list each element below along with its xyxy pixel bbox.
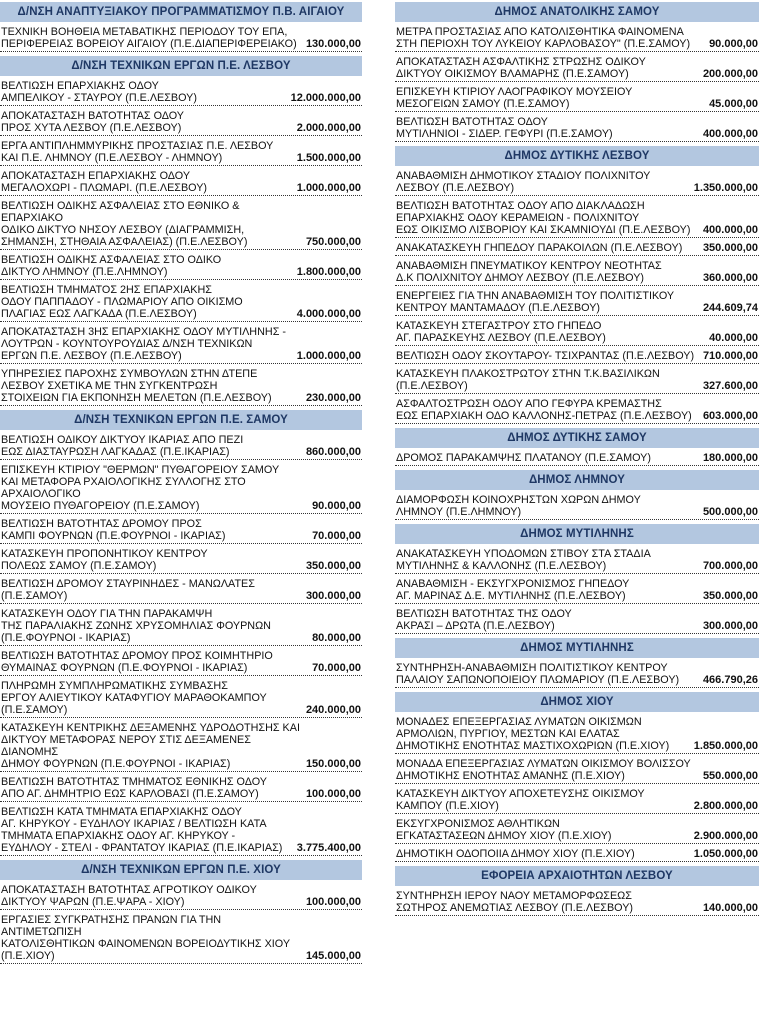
item-amount: 350.000,00: [305, 560, 361, 572]
item-amount: 3.775.400,00: [296, 842, 361, 854]
budget-item: [0, 776, 362, 802]
item-description-line: ΣΥΝΤΗΡΗΣΗ-ΑΝΑΒΑΘΜΙΣΗ ΠΟΛΙΤΙΣΤΙΚΟΥ ΚΕΝΤΡΟΥ: [396, 662, 668, 674]
item-description-line: ΚΑΤΑΣΚΕΥΗ ΚΕΝΤΡΙΚΗΣ ΔΕΞΑΜΕΝΗΣ ΥΔΡΟΔΟΤΗΣΗΣ ΚΑΙ: [1, 722, 300, 734]
item-amount: 1.850.000,00: [693, 740, 758, 752]
item-description-line: ΑΠΟΚΑΤΑΣΤΑΣΗ ΒΑΤΟΤΗΤΑΣ ΑΓΡΟΤΙΚΟΥ ΟΔΙΚΟΥ: [1, 884, 257, 896]
item-description-line: ΑΠΟΚΑΤΑΣΤΑΣΗ ΕΠΑΡΧΙΑΚΗΣ ΟΔΟΥ: [1, 170, 191, 182]
item-amount: 70.000,00: [312, 530, 361, 542]
item-amount: 1.500.000,00: [296, 152, 361, 164]
section-header: Δ/ΝΣΗ ΤΕΧΝΙΚΩΝ ΕΡΓΩΝ Π.Ε. ΣΑΜΟΥ: [0, 410, 362, 430]
item-description: [396, 350, 699, 362]
item-description: [1, 722, 302, 770]
item-description: [396, 116, 699, 140]
section-header: ΔΗΜΟΣ ΧΙΟΥ: [395, 692, 759, 712]
item-description-line: ΚΑΤΑΣΚΕΥΗ ΔΙΚΤΥΟΥ ΑΠΟΧΕΤΕΥΣΗΣ ΟΙΚΙΣΜΟΥ: [396, 788, 645, 800]
item-amount: 140.000,00: [702, 902, 758, 914]
section-header: ΔΗΜΟΣ ΑΝΑΤΟΛΙΚΗΣ ΣΑΜΟΥ: [395, 2, 759, 22]
item-amount: 860.000,00: [305, 446, 361, 458]
item-description-line: ΣΤΗ ΠΕΡΙΟΧΗ ΤΟΥ ΛΥΚΕΙΟΥ ΚΑΡΛΟΒΑΣΟΥ" (Π.Ε.ΣΑΜΟΥ): [396, 38, 691, 50]
item-amount: 1.050.000,00: [693, 848, 758, 860]
item-description-line: ΘΥΜΑΙΝΑΣ ΦΟΥΡΝΩΝ (Π.Ε.ΦΟΥΡΝΟΙ - ΙΚΑΡΙΑΣ): [1, 662, 248, 674]
item-description-line: ΒΕΛΤΙΩΣΗ ΕΠΑΡΧΙΑΚΗΣ ΟΔΟΥ: [1, 80, 159, 92]
item-description: [396, 608, 699, 632]
item-amount: 300.000,00: [702, 620, 758, 632]
item-description-line: ΕΡΓΟΥ ΑΛΙΕΥΤΙΚΟΥ ΚΑΤΑΦΥΓΙΟΥ ΜΑΡΑΘΟΚΑΜΠΟΥ: [1, 692, 267, 704]
item-amount: 750.000,00: [305, 236, 361, 248]
item-description-line: ΑΝΑΒΑΘΜΙΣΗ ΔΗΜΟΤΙΚΟΥ ΣΤΑΔΙΟΥ ΠΟΛΙΧΝΙΤΟΥ: [396, 170, 651, 182]
item-description-line: ΔΗΜΟΤΙΚΗ ΟΔΟΠΟΙΙΑ ΔΗΜΟΥ ΧΙΟΥ (Π.Ε.ΧΙΟΥ): [396, 848, 635, 860]
budget-item: [395, 662, 759, 688]
budget-item: [395, 350, 759, 364]
item-amount: 1.000.000,00: [296, 350, 361, 362]
item-description-line: ΔΡΟΜΟΣ ΠΑΡΑΚΑΜΨΗΣ ΠΛΑΤΑΝΟΥ (Π.Ε.ΣΑΜΟΥ): [396, 452, 651, 464]
item-description: [396, 290, 699, 314]
item-description-line: ΠΑΛΑΙΟΥ ΣΑΠΩΝΟΠΟΙΕΙΟΥ ΠΛΩΜΑΡΙΟΥ (Π.Ε.ΛΕΣΒΟΥ): [396, 674, 680, 686]
item-description: [1, 650, 308, 674]
budget-item: [0, 464, 362, 514]
item-description-line: (Π.Ε.ΣΑΜΟΥ): [1, 590, 68, 602]
budget-item: [395, 242, 759, 256]
item-description-line: Δ.Κ ΠΟΛΙΧΝΙΤΟΥ ΔΗΜΟΥ ΛΕΣΒΟΥ (Π.Ε.ΛΕΣΒΟΥ): [396, 272, 645, 284]
item-description-line: ΠΟΛΕΩΣ ΣΑΜΟΥ (Π.Ε.ΣΑΜΟΥ): [1, 560, 157, 572]
item-description-line: (Π.Ε.ΦΟΥΡΝΟΙ - ΙΚΑΡΙΑΣ): [1, 632, 131, 644]
item-description-line: ΒΕΛΤΙΩΣΗ ΒΑΤΟΤΗΤΑΣ ΔΡΟΜΟΥ ΠΡΟΣ: [1, 518, 202, 530]
budget-item: [395, 452, 759, 466]
item-description-line: ΒΕΛΤΙΩΣΗ ΟΔΙΚΗΣ ΑΣΦΑΛΕΙΑΣ ΣΤΟ ΕΘΝΙΚΟ & ΕΠΑΡΧΙΑΚΟ: [1, 200, 240, 224]
item-description: [396, 260, 699, 284]
budget-item: [0, 608, 362, 646]
item-amount: 90.000,00: [312, 500, 361, 512]
item-description: [396, 548, 699, 572]
item-description-line: ΥΠΗΡΕΣΙΕΣ ΠΑΡΟΧΗΣ ΣΥΜΒΟΥΛΩΝ ΣΤΗΝ ΔΤΕΠΕ: [1, 368, 258, 380]
item-description-line: ΕΝΕΡΓΕΙΕΣ ΓΙΑ ΤΗΝ ΑΝΑΒΑΘΜΙΣΗ ΤΟΥ ΠΟΛΙΤΙΣΤΙΚΟΥ: [396, 290, 675, 302]
item-amount: 12.000.000,00: [290, 92, 361, 104]
item-description-line: ΕΩΣ ΕΠΑΡΧΙΑΚΗ ΟΔΟ ΚΑΛΛΟΝΗΣ-ΠΕΤΡΑΣ (Π.Ε.ΛΕΣΒΟΥ): [396, 410, 692, 422]
item-description-line: ΑΓ. ΚΗΡΥΚΟΥ - ΕΥΔΗΛΟΥ ΙΚΑΡΙΑΣ / ΒΕΛΤΙΩΣΗ ΚΑΤΑ: [1, 818, 267, 830]
item-description-line: ΕΩΣ ΔΙΑΣΤΑΥΡΩΣΗ ΛΑΓΚΑΔΑΣ (Π.Ε.ΙΚΑΡΙΑΣ): [1, 446, 230, 458]
budget-item: [395, 608, 759, 634]
item-description-line: ΚΑΙ ΜΕΤΑΦΟΡΑ ΡΧΑΙΟΛΟΓΙΚΗΣ ΣΥΛΛΟΓΗΣ ΣΤΟ ΑΡΧΑΙΟΛΟΓΙΚΟ: [1, 476, 246, 500]
item-description-line: ΔΗΜΟΤΙΚΗΣ ΕΝΟΤΗΤΑΣ ΜΑΣΤΙΧΟΧΩΡΙΩΝ (Π.Ε.ΧΙΟΥ): [396, 740, 670, 752]
item-amount: 327.600,00: [702, 380, 758, 392]
section-header: Δ/ΝΣΗ ΑΝΑΠΤΥΞΙΑΚΟΥ ΠΡΟΓΡΑΜΜΑΤΙΣΜΟΥ Π.Β. ΑΙΓΑΙΟΥ: [0, 2, 362, 22]
item-amount: 700.000,00: [702, 560, 758, 572]
item-description-line: ΕΡΓΑ ΑΝΤΙΠΛΗΜΜΥΡΙΚΗΣ ΠΡΟΣΤΑΣΙΑΣ Π.Ε. ΛΕΣΒΟΥ: [1, 140, 274, 152]
item-description-line: ΤΗΣ ΠΑΡΑΛΙΑΚΗΣ ΖΩΝΗΣ ΧΡΥΣΟΜΗΛΙΑΣ ΦΟΥΡΝΩΝ: [1, 620, 271, 632]
budget-item: [395, 86, 759, 112]
item-description: [396, 848, 690, 860]
item-description-line: ΕΡΓΑΣΙΕΣ ΣΥΓΚΡΑΤΗΣΗΣ ΠΡΑΝΩΝ ΓΙΑ ΤΗΝ ΑΝΤΙΜΕΤΩΠΙΣΗ: [1, 914, 222, 938]
item-description: [396, 170, 690, 194]
budget-item: [395, 548, 759, 574]
item-description-line: ΕΠΙΣΚΕΥΗ ΚΤΙΡΙΟΥ ΛΑΟΓΡΑΦΙΚΟΥ ΜΟΥΣΕΙΟΥ: [396, 86, 633, 98]
item-description-line: ΜΕΤΡΑ ΠΡΟΣΤΑΣΙΑΣ ΑΠΟ ΚΑΤΟΛΙΣΘΗΤΙΚΑ ΦΑΙΝΟΜΕΝΑ: [396, 26, 684, 38]
budget-item: [395, 200, 759, 238]
item-description-line: ΜΥΤΙΛΗΝΗΣ & ΚΑΛΛΟΝΗΣ (Π.Ε.ΛΕΣΒΟΥ): [396, 560, 607, 572]
item-description-line: ΚΑΤΟΛΙΣΘΗΤΙΚΩΝ ΦΑΙΝΟΜΕΝΩΝ ΒΟΡΕΙΟΔΥΤΙΚΗΣ ΧΙΟΥ: [1, 938, 291, 950]
left-column: [0, 0, 362, 968]
item-description: [1, 914, 302, 962]
item-description-line: ΜΟΝΑΔΕΣ ΕΠΕΞΕΡΓΑΣΙΑΣ ΛΥΜΑΤΩΝ ΟΙΚΙΣΜΩΝ: [396, 716, 642, 728]
item-description-line: ΒΕΛΤΙΩΣΗ ΤΜΗΜΑΤΟΣ 2ΗΣ ΕΠΑΡΧΙΑΚΗΣ: [1, 284, 212, 296]
item-description-line: ΕΓΚΑΤΑΣΤΑΣΕΩΝ ΔΗΜΟΥ ΧΙΟΥ (Π.Ε.ΧΙΟΥ): [396, 830, 612, 842]
budget-item: [395, 290, 759, 316]
item-description-line: ΒΕΛΤΙΩΣΗ ΟΔΙΚΟΥ ΔΙΚΤΥΟΥ ΙΚΑΡΙΑΣ ΑΠΟ ΠΕΖΙ: [1, 434, 244, 446]
budget-item: [0, 548, 362, 574]
item-amount: 1.800.000,00: [296, 266, 361, 278]
item-description-line: ΠΛΑΓΙΑΣ ΕΩΣ ΛΑΓΚΑΔΑ (Π.Ε.ΛΕΣΒΟΥ): [1, 308, 197, 320]
item-description: [396, 578, 699, 602]
section-header: ΕΦΟΡΕΙΑ ΑΡΧΑΙΟΤΗΤΩΝ ΛΕΣΒΟΥ: [395, 866, 759, 886]
item-description: [1, 518, 308, 542]
item-description-line: ΑΠΟΚΑΤΑΣΤΑΣΗ ΑΣΦΑΛΤΙΚΗΣ ΣΤΡΩΣΗΣ ΟΔΙΚΟΥ: [396, 56, 646, 68]
item-description-line: ΕΠΙΣΚΕΥΗ ΚΤΙΡΙΟΥ "ΘΕΡΜΩΝ" ΠΥΘΑΓΟΡΕΙΟΥ ΣΑΜΟΥ: [1, 464, 280, 476]
budget-item: [395, 170, 759, 196]
budget-item: [0, 110, 362, 136]
budget-item: [395, 848, 759, 862]
budget-item: [395, 494, 759, 520]
item-description-line: ΟΔΟΥ ΠΑΠΠΑΔΟΥ - ΠΛΩΜΑΡΙΟΥ ΑΠΟ ΟΙΚΙΣΜΟ: [1, 296, 243, 308]
item-description: [396, 758, 699, 782]
item-description: [1, 464, 308, 512]
item-description-line: ΠΛΗΡΩΜΗ ΣΥΜΠΛΗΡΩΜΑΤΙΚΗΣ ΣΥΜΒΑΣΗΣ: [1, 680, 228, 692]
budget-item: [0, 326, 362, 364]
item-description-line: ΑΜΠΕΛΙΚΟΥ - ΣΤΑΥΡΟΥ (Π.Ε.ΛΕΣΒΟΥ): [1, 92, 197, 104]
item-description-line: ΒΕΛΤΙΩΣΗ ΒΑΤΟΤΗΤΑΣ ΔΡΟΜΟΥ ΠΡΟΣ ΚΟΙΜΗΤΗΡΙΟ: [1, 650, 273, 662]
budget-item: [0, 914, 362, 964]
budget-item: [0, 578, 362, 604]
budget-item: [0, 722, 362, 772]
budget-item: [0, 884, 362, 910]
item-description-line: (Π.Ε.ΧΙΟΥ): [1, 950, 55, 962]
item-description-line: ΑΓ. ΠΑΡΑΣΚΕΥΗΣ ΛΕΣΒΟΥ (Π.Ε.ΛΕΣΒΟΥ): [396, 332, 606, 344]
item-description-line: (Π.Ε.ΣΑΜΟΥ): [1, 704, 68, 716]
item-description-line: ΛΕΣΒΟΥ ΣΧΕΤΙΚΑ ΜΕ ΤΗΝ ΣΥΓΚΕΝΤΡΩΣΗ: [1, 380, 218, 392]
item-amount: 240.000,00: [305, 704, 361, 716]
item-description-line: ΒΕΛΤΙΩΣΗ ΚΑΤΑ ΤΜΗΜΑΤΑ ΕΠΑΡΧΙΑΚΗΣ ΟΔΟΥ: [1, 806, 242, 818]
item-description: [1, 578, 302, 602]
budget-item: [0, 680, 362, 718]
item-description-line: ΚΑΤΑΣΚΕΥΗ ΠΛΑΚΟΣΤΡΩΤΟΥ ΣΤΗΝ Τ.Κ.ΒΑΣΙΛΙΚΩΝ: [396, 368, 660, 380]
item-description-line: ΜΟΝΑΔΑ ΕΠΕΞΕΡΓΑΣΙΑΣ ΛΥΜΑΤΩΝ ΟΙΚΙΣΜΟΥ ΒΟΛΙΣΣΟΥ: [396, 758, 691, 770]
item-description: [396, 56, 699, 80]
item-description-line: ΑΚΡΑΣΙ – ΔΡΩΤΑ (Π.Ε.ΛΕΣΒΟΥ): [396, 620, 555, 632]
item-amount: 244.609,74: [702, 302, 758, 314]
item-description-line: ΔΙΚΤΥΟΥ ΟΙΚΙΣΜΟΥ ΒΛΑΜΑΡΗΣ (Π.Ε.ΣΑΜΟΥ): [396, 68, 629, 80]
item-description: [1, 254, 293, 278]
budget-item: [0, 368, 362, 406]
item-description-line: ΑΝΑΚΑΤΑΣΚΕΥΗ ΥΠΟΔΟΜΩΝ ΣΤΙΒΟΥ ΣΤΑ ΣΤΑΔΙΑ: [396, 548, 651, 560]
item-description: [1, 170, 293, 194]
item-amount: 45.000,00: [709, 98, 758, 110]
budget-item: [395, 818, 759, 844]
item-description-line: ΚΕΝΤΡΟΥ ΜΑΝΤΑΜΑΔΟΥ (Π.Ε.ΛΕΣΒΟΥ): [396, 302, 601, 314]
item-amount: 466.790,26: [702, 674, 758, 686]
item-description-line: ΒΕΛΤΙΩΣΗ ΟΔΙΚΗΣ ΑΣΦΑΛΕΙΑΣ ΣΤΟ ΟΔΙΚΟ: [1, 254, 222, 266]
item-amount: 710.000,00: [702, 350, 758, 362]
item-amount: 1.000.000,00: [296, 182, 361, 194]
item-description-line: ΤΕΧΝΙΚΗ ΒΟΗΘΕΙΑ ΜΕΤΑΒΑΤΙΚΗΣ ΠΕΡΙΟΔΟΥ ΤΟΥ ΕΠΑ,: [1, 26, 288, 38]
item-amount: 145.000,00: [305, 950, 361, 962]
item-description: [1, 434, 302, 458]
item-amount: 130.000,00: [305, 38, 361, 50]
item-description: [396, 242, 699, 254]
item-description: [396, 662, 699, 686]
item-description-line: ΑΓ. ΜΑΡΙΝΑΣ Δ.Ε. ΜΥΤΙΛΗΝΗΣ (Π.Ε.ΛΕΣΒΟΥ): [396, 590, 626, 602]
budget-item: [0, 26, 362, 52]
section-header: ΔΗΜΟΣ ΜΥΤΙΛΗΝΗΣ: [395, 638, 759, 658]
item-description: [1, 110, 293, 134]
budget-item: [395, 716, 759, 754]
budget-item: [395, 26, 759, 52]
item-description: [396, 200, 699, 236]
item-amount: 603.000,00: [702, 410, 758, 422]
item-description-line: ΚΑΤΑΣΚΕΥΗ ΣΤΕΓΑΣΤΡΟΥ ΣΤΟ ΓΗΠΕΔΟ: [396, 320, 602, 332]
item-description-line: ΑΠΟ ΑΓ. ΔΗΜΗΤΡΙΟ ΕΩΣ ΚΑΡΛΟΒΑΣΙ (Π.Ε.ΣΑΜΟΥ): [1, 788, 259, 800]
right-column: [395, 0, 759, 920]
item-description-line: ΜΕΣΟΓΕΙΩΝ ΣΑΜΟΥ (Π.Ε.ΣΑΜΟΥ): [396, 98, 570, 110]
item-amount: 100.000,00: [305, 896, 361, 908]
budget-item: [395, 890, 759, 916]
item-description-line: ΕΚΣΥΓΧΡΟΝΙΣΜΟΣ ΑΘΛΗΤΙΚΩΝ: [396, 818, 560, 830]
item-amount: 400.000,00: [702, 224, 758, 236]
item-description: [396, 494, 699, 518]
item-amount: 80.000,00: [312, 632, 361, 644]
item-description-line: ΔΙΚΤΥΟΥ ΜΕΤΑΦΟΡΑΣ ΝΕΡΟΥ ΣΤΙΣ ΔΕΞΑΜΕΝΕΣ ΔΙΑΝΟΜΗΣ: [1, 734, 251, 758]
item-description: [1, 680, 302, 716]
item-description-line: ΚΑΤΑΣΚΕΥΗ ΟΔΟΥ ΓΙΑ ΤΗΝ ΠΑΡΑΚΑΜΨΗ: [1, 608, 213, 620]
item-description-line: ΒΕΛΤΙΩΣΗ ΟΔΟΥ ΣΚΟΥΤΑΡΟΥ- ΤΣΙΧΡΑΝΤΑΣ (Π.Ε.ΛΕΣΒΟΥ): [396, 350, 695, 362]
budget-item: [395, 788, 759, 814]
item-description-line: ΣΩΤΗΡΟΣ ΑΝΕΜΩΤΙΑΣ ΛΕΣΒΟΥ (Π.Ε.ΛΕΣΒΟΥ): [396, 902, 634, 914]
item-description-line: ΜΥΤΙΛΗΝΙΟΙ - ΣΙΔΕΡ. ΓΕΦΥΡΙ (Π.Ε.ΣΑΜΟΥ): [396, 128, 613, 140]
section-header: ΔΗΜΟΣ ΔΥΤΙΚΗΣ ΣΑΜΟΥ: [395, 428, 759, 448]
item-description-line: ΚΑΤΑΣΚΕΥΗ ΠΡΟΠΟΝΗΤΙΚΟΥ ΚΕΝΤΡΟΥ: [1, 548, 208, 560]
budget-item: [0, 254, 362, 280]
item-amount: 350.000,00: [702, 590, 758, 602]
item-description-line: ΠΡΟΣ ΧΥΤΑ ΛΕΣΒΟΥ (Π.Ε.ΛΕΣΒΟΥ): [1, 122, 182, 134]
item-amount: 70.000,00: [312, 662, 361, 674]
item-description: [396, 398, 699, 422]
item-description-line: ΒΕΛΤΙΩΣΗ ΒΑΤΟΤΗΤΑΣ ΤΜΗΜΑΤΟΣ ΕΘΝΙΚΗΣ ΟΔΟΥ: [1, 776, 267, 788]
item-amount: 360.000,00: [702, 272, 758, 284]
budget-item: [0, 518, 362, 544]
item-amount: 100.000,00: [305, 788, 361, 800]
item-description-line: ΚΑΜΠΟΥ (Π.Ε.ΧΙΟΥ): [396, 800, 499, 812]
item-description: [396, 818, 690, 842]
item-description: [396, 26, 705, 50]
budget-item: [0, 650, 362, 676]
item-amount: 2.900.000,00: [693, 830, 758, 842]
item-amount: 2.000.000,00: [296, 122, 361, 134]
budget-item: [0, 806, 362, 856]
budget-item: [395, 56, 759, 82]
item-description: [396, 890, 699, 914]
item-description: [1, 368, 302, 404]
item-description-line: ΠΕΡΙΦΕΡΕΙΑΣ ΒΟΡΕΙΟΥ ΑΙΓΑΙΟΥ (Π.Ε.ΔΙΑΠΕΡΙΦΕΡΕΙΑΚΟ): [1, 38, 297, 50]
budget-item: [0, 170, 362, 196]
item-description-line: ΑΣΦΑΛΤΟΣΤΡΩΣΗ ΟΔΟΥ ΑΠΟ ΓΕΦΥΡΑ ΚΡΕΜΑΣΤΗΣ: [396, 398, 662, 410]
item-description-line: ΣΤΟΙΧΕΙΩΝ ΓΙΑ ΕΚΠΟΝΗΣΗ ΜΕΛΕΤΩΝ (Π.Ε.ΛΕΣΒΟΥ): [1, 392, 272, 404]
item-description: [396, 452, 699, 464]
item-description-line: ΔΙΚΤΥΟ ΛΗΜΝΟΥ (Π.Ε.ΛΗΜΝΟΥ): [1, 266, 168, 278]
item-amount: 2.800.000,00: [693, 800, 758, 812]
item-description-line: ΔΗΜΟΤΙΚΗΣ ΕΝΟΤΗΤΑΣ ΑΜΑΝΗΣ (Π.Ε.ΧΙΟΥ): [396, 770, 625, 782]
item-amount: 200.000,00: [702, 68, 758, 80]
item-description-line: ΤΜΗΜΑΤΑ ΕΠΑΡΧΙΑΚΗΣ ΟΔΟΥ ΑΓ. ΚΗΡΥΚΟΥ -: [1, 830, 236, 842]
item-description: [1, 776, 302, 800]
item-description: [1, 884, 302, 908]
budget-item: [0, 80, 362, 106]
item-description: [1, 608, 308, 644]
item-description-line: ΚΑΙ Π.Ε. ΛΗΜΝΟΥ (Π.Ε.ΛΕΣΒΟΥ - ΛΗΜΝΟΥ): [1, 152, 223, 164]
budget-item: [0, 284, 362, 322]
item-amount: 350.000,00: [702, 242, 758, 254]
budget-item: [0, 140, 362, 166]
item-description-line: ΜΕΓΑΛΟΧΩΡΙ - ΠΛΩΜΑΡΙ. (Π.Ε.ΛΕΣΒΟΥ): [1, 182, 208, 194]
item-amount: 4.000.000,00: [296, 308, 361, 320]
item-amount: 1.350.000,00: [693, 182, 758, 194]
item-description-line: ΜΟΥΣΕΙΟ ΠΥΘΑΓΟΡΕΙΟΥ (Π.Ε.ΣΑΜΟΥ): [1, 500, 200, 512]
item-description-line: ΣΗΜΑΝΣΗ, ΣΤΗΘΑΙΑ ΑΣΦΑΛΕΙΑΣ) (Π.Ε.ΛΕΣΒΟΥ): [1, 236, 248, 248]
item-description-line: ΑΡΜΟΛΙΩΝ, ΠΥΡΓΙΟΥ, ΜΕΣΤΩΝ ΚΑΙ ΕΛΑΤΑΣ: [396, 728, 620, 740]
item-description: [396, 320, 705, 344]
item-description-line: ΛΟΥΤΡΩΝ - ΚΟΥΝΤΟΥΡΟΥΔΙΑΣ Δ/ΝΣΗ ΤΕΧΝΙΚΩΝ: [1, 338, 253, 350]
item-description-line: ΑΝΑΒΑΘΜΙΣΗ - ΕΚΣΥΓΧΡΟΝΙΣΜΟΣ ΓΗΠΕΔΟΥ: [396, 578, 630, 590]
budget-item: [395, 116, 759, 142]
item-description-line: ΑΝΑΚΑΤΑΣΚΕΥΗ ΓΗΠΕΔΟΥ ΠΑΡΑΚΟΙΛΩΝ (Π.Ε.ΛΕΣΒΟΥ): [396, 242, 683, 254]
item-description-line: ΔΗΜΟΥ ΦΟΥΡΝΩΝ (Π.Ε.ΦΟΥΡΝΟΙ - ΙΚΑΡΙΑΣ): [1, 758, 231, 770]
item-description-line: ΕΡΓΩΝ Π.Ε. ΛΕΣΒΟΥ (Π.Ε.ΛΕΣΒΟΥ): [1, 350, 182, 362]
item-description-line: ΒΕΛΤΙΩΣΗ ΒΑΤΟΤΗΤΑΣ ΟΔΟΥ: [396, 116, 548, 128]
item-description: [396, 716, 690, 752]
item-description-line: ΕΩΣ ΟΙΚΙΣΜΟ ΛΙΣΒΟΡΙΟΥ ΚΑΙ ΣΚΑΜΝΙΟΥΔΙ (Π.Ε.ΛΕΣΒΟΥ): [396, 224, 691, 236]
budget-item: [0, 434, 362, 460]
item-description-line: ΛΕΣΒΟΥ (Π.Ε.ΛΕΣΒΟΥ): [396, 182, 515, 194]
item-description: [1, 26, 302, 50]
item-description: [1, 806, 293, 854]
item-description-line: ΒΕΛΤΙΩΣΗ ΒΑΤΟΤΗΤΑΣ ΟΔΟΥ ΑΠΟ ΔΙΑΚΛΑΔΩΣΗ: [396, 200, 645, 212]
item-description-line: (Π.Ε.ΛΕΣΒΟΥ): [396, 380, 468, 392]
item-description: [1, 140, 293, 164]
item-description: [1, 200, 302, 248]
item-amount: 300.000,00: [305, 590, 361, 602]
budget-item: [395, 758, 759, 784]
item-description: [1, 548, 302, 572]
section-header: ΔΗΜΟΣ ΛΗΜΝΟΥ: [395, 470, 759, 490]
item-description-line: ΟΔΙΚΟ ΔΙΚΤΥΟ ΝΗΣΟΥ ΛΕΣΒΟΥ (ΔΙΑΓΡΑΜΜΙΣΗ,: [1, 224, 245, 236]
item-description-line: ΔΙΑΜΟΡΦΩΣΗ ΚΟΙΝΟΧΡΗΣΤΩΝ ΧΩΡΩΝ ΔΗΜΟΥ: [396, 494, 641, 506]
item-amount: 550.000,00: [702, 770, 758, 782]
section-header: Δ/ΝΣΗ ΤΕΧΝΙΚΩΝ ΕΡΓΩΝ Π.Ε. ΛΕΣΒΟΥ: [0, 56, 362, 76]
item-description-line: ΑΠΟΚΑΤΑΣΤΑΣΗ ΒΑΤΟΤΗΤΑΣ ΟΔΟΥ: [1, 110, 185, 122]
item-description-line: ΔΙΚΤΥΟΥ ΨΑΡΩΝ (Π.Ε.ΨΑΡΑ - ΧΙΟΥ): [1, 896, 185, 908]
item-description: [1, 326, 293, 362]
item-description: [1, 284, 293, 320]
budget-item: [395, 578, 759, 604]
item-description: [396, 788, 690, 812]
budget-item: [0, 200, 362, 250]
item-amount: 40.000,00: [709, 332, 758, 344]
item-description-line: ΚΑΜΠΙ ΦΟΥΡΝΩΝ (Π.Ε.ΦΟΥΡΝΟΙ - ΙΚΑΡΙΑΣ): [1, 530, 226, 542]
item-amount: 150.000,00: [305, 758, 361, 770]
item-description-line: ΕΠΑΡΧΙΑΚΗΣ ΟΔΟΥ ΚΕΡΑΜΕΙΩΝ - ΠΟΛΙΧΝΙΤΟΥ: [396, 212, 640, 224]
item-description-line: ΒΕΛΤΙΩΣΗ ΔΡΟΜΟΥ ΣΤΑΥΡΙΝΗΔΕΣ - ΜΑΝΩΛΑΤΕΣ: [1, 578, 255, 590]
item-description: [1, 80, 287, 104]
budget-item: [395, 398, 759, 424]
item-description-line: ΣΥΝΤΗΡΗΣΗ ΙΕΡΟΥ ΝΑΟΥ ΜΕΤΑΜΟΡΦΩΣΕΩΣ: [396, 890, 632, 902]
budget-item: [395, 368, 759, 394]
section-header: ΔΗΜΟΣ ΜΥΤΙΛΗΝΗΣ: [395, 524, 759, 544]
item-amount: 230.000,00: [305, 392, 361, 404]
section-header: ΔΗΜΟΣ ΔΥΤΙΚΗΣ ΛΕΣΒΟΥ: [395, 146, 759, 166]
item-amount: 400.000,00: [702, 128, 758, 140]
section-header: Δ/ΝΣΗ ΤΕΧΝΙΚΩΝ ΕΡΓΩΝ Π.Ε. ΧΙΟΥ: [0, 860, 362, 880]
item-amount: 180.000,00: [702, 452, 758, 464]
item-description-line: ΛΗΜΝΟΥ (Π.Ε.ΛΗΜΝΟΥ): [396, 506, 522, 518]
budget-item: [395, 320, 759, 346]
item-description-line: ΑΠΟΚΑΤΑΣΤΑΣΗ 3ΗΣ ΕΠΑΡΧΙΑΚΗΣ ΟΔΟΥ ΜΥΤΙΛΗΝΗΣ -: [1, 326, 286, 338]
item-description-line: ΕΥΔΗΛΟΥ - ΣΤΕΛΙ - ΦΡΑΝΤΑΤΟΥ ΙΚΑΡΙΑΣ (Π.Ε.ΙΚΑΡΙΑΣ): [1, 842, 283, 854]
item-description-line: ΑΝΑΒΑΘΜΙΣΗ ΠΝΕΥΜΑΤΙΚΟΥ ΚΕΝΤΡΟΥ ΝΕΟΤΗΤΑΣ: [396, 260, 662, 272]
item-amount: 90.000,00: [709, 38, 758, 50]
budget-item: [395, 260, 759, 286]
item-description-line: ΒΕΛΤΙΩΣΗ ΒΑΤΟΤΗΤΑΣ ΤΗΣ ΟΔΟΥ: [396, 608, 572, 620]
item-description: [396, 86, 705, 110]
item-description: [396, 368, 699, 392]
item-amount: 500.000,00: [702, 506, 758, 518]
